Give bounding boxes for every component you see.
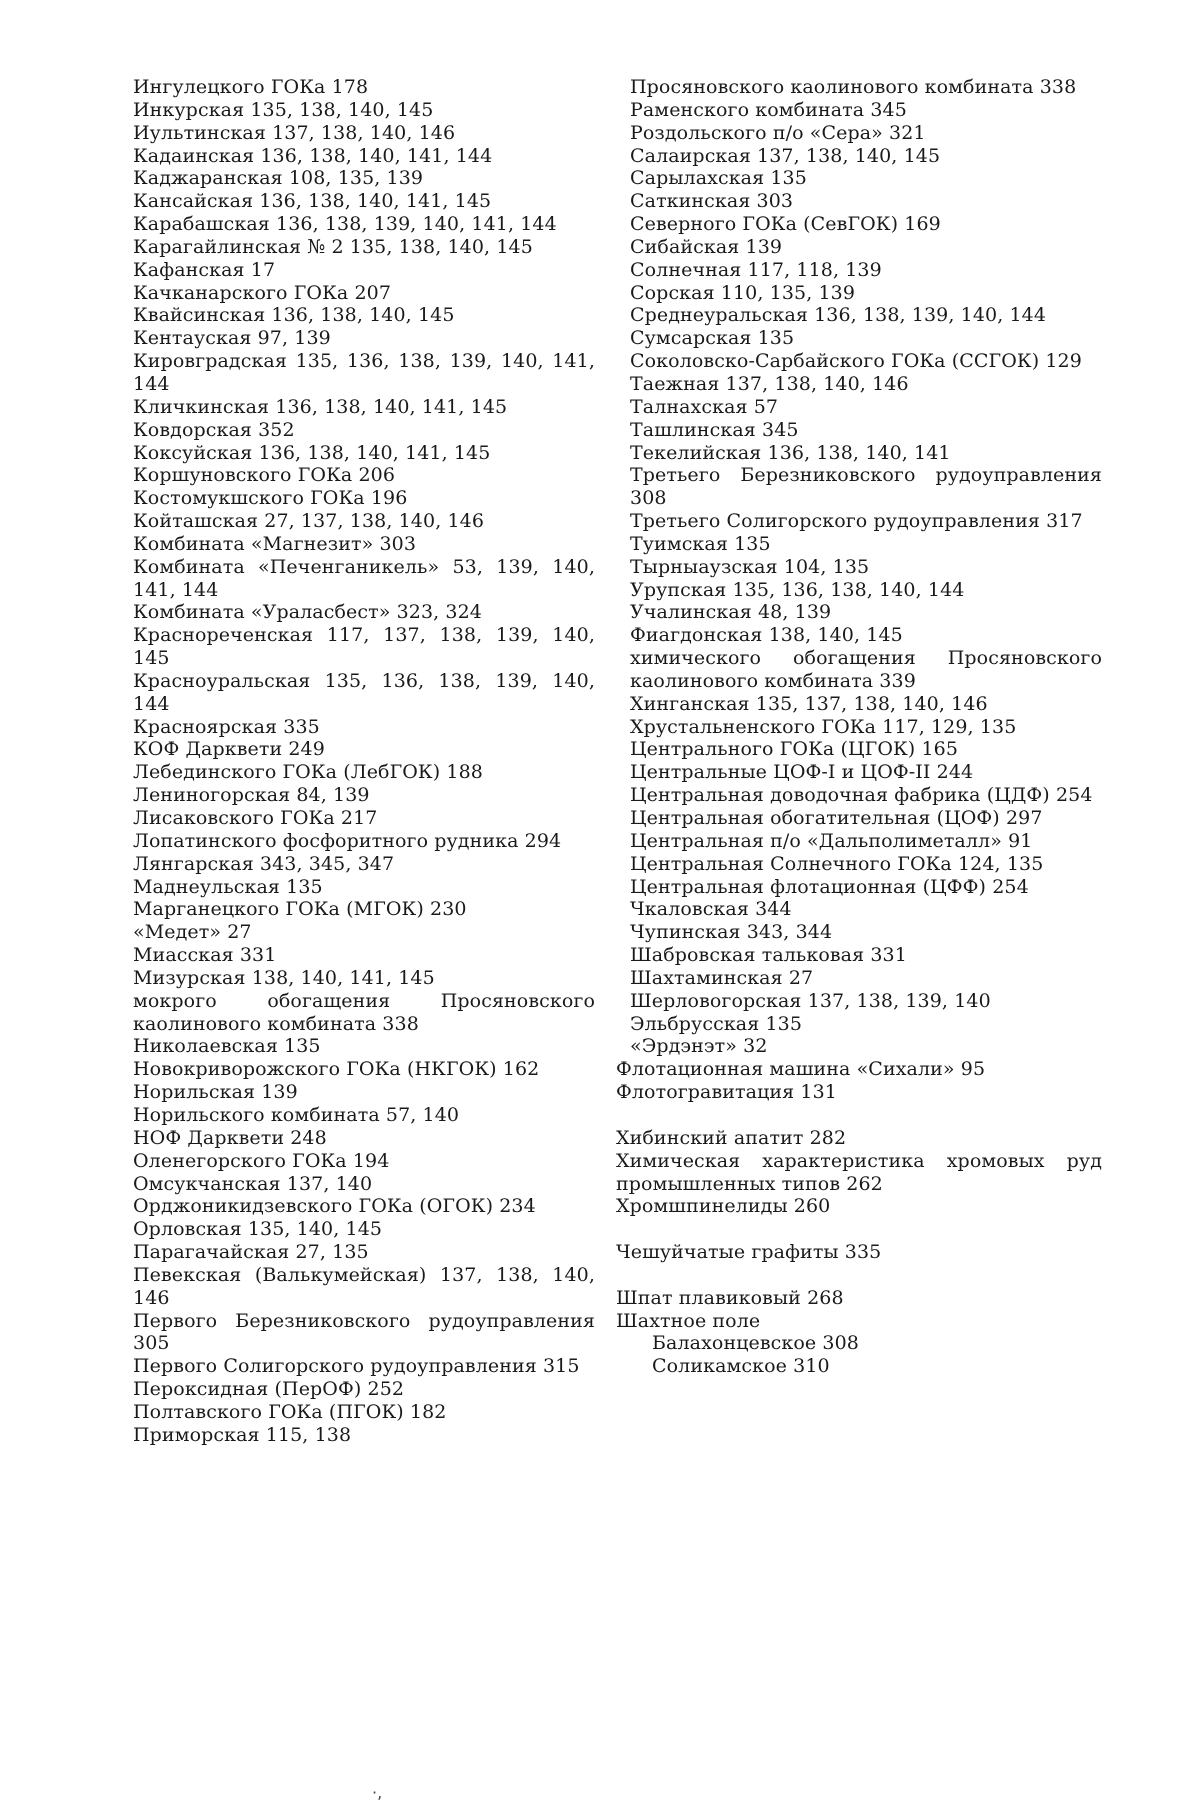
index-entry: Каджаранская 108, 135, 139	[133, 167, 424, 190]
index-subentry: Балахонцевское 308	[652, 1332, 859, 1355]
index-entry: Кентауская 97, 139	[133, 327, 331, 350]
index-entry: Хромшпинелиды 260	[616, 1195, 831, 1218]
index-entry: Костомукшского ГОКа 196	[133, 487, 408, 510]
index-entry: Кличкинская 136, 138, 140, 141, 145	[133, 395, 508, 418]
index-entry: Лопатинского фосфоритного рудника 294	[133, 829, 562, 852]
index-entry: КОФ Дарквети 249	[133, 738, 325, 761]
index-entry: Шахтаминская 27	[630, 966, 814, 989]
index-entry: Туимская 135	[630, 532, 771, 555]
index-entry: Краснореченская 117, 137, 138, 139, 140, 145	[133, 624, 595, 670]
index-gap	[630, 1104, 1102, 1127]
index-entry: мокрого обогащения Просяновского каолинового комбината 338	[133, 989, 595, 1035]
index-entry: Просяновского каолинового комбината 338	[630, 76, 1077, 98]
index-entry: Первого Солигорского рудоуправления 315	[133, 1355, 580, 1378]
index-entry: Койташская 27, 137, 138, 140, 146	[133, 510, 485, 533]
index-entry: Коксуйская 136, 138, 140, 141, 145	[133, 441, 491, 464]
index-entry: Талнахская 57	[630, 395, 779, 418]
index-entry: Николаевская 135	[133, 1035, 321, 1058]
index-entry: Раменского комбината 345	[630, 98, 907, 121]
index-entry: Орджоникидзевского ГОКа (ОГОК) 234	[133, 1195, 536, 1218]
index-entry: Среднеуральская 136, 138, 139, 140, 144	[630, 304, 1047, 327]
index-entry: Норильского комбината 57, 140	[133, 1103, 460, 1126]
index-entry: Роздольского п/о «Сера» 321	[630, 121, 926, 144]
index-entry: Сарылахская 135	[630, 167, 807, 190]
index-entry: Шпат плавиковый 268	[616, 1286, 844, 1309]
index-entry: Центральные ЦОФ-I и ЦОФ-II 244	[630, 761, 974, 784]
index-entry: Текелийская 136, 138, 140, 141	[630, 441, 951, 464]
index-entry: Салаирская 137, 138, 140, 145	[630, 144, 941, 167]
index-entry: Фиагдонская 138, 140, 145	[630, 624, 903, 647]
index-entry: Центральная доводочная фабрика (ЦДФ) 254	[630, 784, 1093, 807]
index-entry: Шахтное поле	[616, 1309, 761, 1332]
index-entry: Комбината «Ураласбест» 323, 324	[133, 601, 482, 624]
index-gap	[630, 1218, 1102, 1241]
stray-mark: ·,	[372, 1783, 383, 1802]
index-entry: Карагайлинская № 2 135, 138, 140, 145	[133, 235, 533, 258]
index-entry: Урупская 135, 136, 138, 140, 144	[630, 578, 965, 601]
index-entry: Чупинская 343, 344	[630, 921, 833, 944]
index-entry: Центральная обогатительная (ЦОФ) 297	[630, 807, 1043, 829]
index-entry: Ташлинская 345	[630, 418, 799, 441]
index-entry: Приморская 115, 138	[133, 1423, 352, 1446]
index-entry: Качканарского ГОКа 207	[133, 281, 392, 304]
index-entry: Центрального ГОКа (ЦГОК) 165	[630, 738, 959, 761]
index-entry: Комбината «Магнезит» 303	[133, 532, 417, 555]
index-column-right	[616, 76, 1102, 1378]
index-entry: Центральная флотационная (ЦФФ) 254	[630, 875, 1029, 898]
index-entry: Третьего Березниковского рудоуправления 308	[630, 464, 1102, 510]
index-entry: Флотогравитация 131	[616, 1081, 837, 1104]
index-entry: Хинганская 135, 137, 138, 140, 146	[630, 692, 988, 715]
index-gap	[630, 1264, 1102, 1287]
index-entry: Соколовско-Сарбайского ГОКа (ССГОК) 129	[630, 350, 1082, 373]
index-entry: Чешуйчатые графиты 335	[616, 1241, 882, 1264]
index-entry: Полтавского ГОКа (ПГОК) 182	[133, 1400, 447, 1423]
index-entry: Лениногорская 84, 139	[133, 784, 370, 807]
index-subentry: Соликамское 310	[652, 1355, 830, 1378]
index-entry: Карабашская 136, 138, 139, 140, 141, 144	[133, 213, 557, 236]
index-entry: Химическая характеристика хромовых руд промышленных типов 262	[616, 1149, 1102, 1195]
index-entry: химического обогащения Просяновского каолинового комбината 339	[630, 647, 1102, 692]
index-entry: Лянгарская 343, 345, 347	[133, 852, 395, 875]
index-entry: Тырныаузская 104, 135	[630, 555, 870, 578]
index-entry: Певекская (Валькумейская) 137, 138, 140, 146	[133, 1263, 595, 1309]
index-entry: Красноуральская 135, 136, 138, 139, 140, 144	[133, 669, 595, 715]
index-entry: Квайсинская 136, 138, 140, 145	[133, 304, 455, 327]
index-entry: Лебединского ГОКа (ЛебГОК) 188	[133, 761, 483, 784]
index-entry: Новокриворожского ГОКа (НКГОК) 162	[133, 1058, 540, 1081]
index-entry: «Медет» 27	[133, 921, 252, 944]
index-entry: Учалинская 48, 139	[630, 601, 832, 624]
index-entry: Омсукчанская 137, 140	[133, 1172, 373, 1195]
index-entry: Оленегорского ГОКа 194	[133, 1149, 390, 1172]
index-entry: Комбината «Печенганикель» 53, 139, 140, 141, 144	[133, 555, 595, 601]
index-entry: «Эрдэнэт» 32	[630, 1035, 768, 1058]
index-entry: Ковдорская 352	[133, 418, 295, 441]
index-entry: Коршуновского ГОКа 206	[133, 464, 396, 487]
index-entry: Мизурская 138, 140, 141, 145	[133, 966, 435, 989]
index-entry: Сорская 110, 135, 139	[630, 281, 856, 304]
index-entry: Кафанская 17	[133, 258, 276, 281]
index-entry: Шерловогорская 137, 138, 139, 140	[630, 989, 991, 1012]
index-entry: Центральная Солнечного ГОКа 124, 135	[630, 852, 1044, 875]
index-entry: Северного ГОКа (СевГОК) 169	[630, 213, 941, 236]
index-column-left	[133, 76, 595, 1447]
index-entry: Ингулецкого ГОКа 178	[133, 76, 369, 98]
index-entry: Марганецкого ГОКа (МГОК) 230	[133, 898, 467, 921]
index-entry: Сибайская 139	[630, 235, 783, 258]
index-entry: Хибинский апатит 282	[616, 1126, 847, 1149]
index-entry: Саткинская 303	[630, 190, 794, 213]
index-entry: Кировградская 135, 136, 138, 139, 140, 141, 144	[133, 350, 595, 395]
index-entry: НОФ Дарквети 248	[133, 1126, 327, 1149]
index-entry: Миасская 331	[133, 944, 277, 967]
index-entry: Кансайская 136, 138, 140, 141, 145	[133, 190, 492, 213]
index-entry: Инкурская 135, 138, 140, 145	[133, 98, 434, 121]
index-entry: Третьего Солигорского рудоуправления 317	[630, 510, 1083, 533]
index-entry: Таежная 137, 138, 140, 146	[630, 372, 909, 395]
index-entry: Солнечная 117, 118, 139	[630, 258, 882, 281]
index-entry: Чкаловская 344	[630, 898, 792, 921]
index-entry: Парагачайская 27, 135	[133, 1241, 369, 1264]
index-entry: Иультинская 137, 138, 140, 146	[133, 121, 456, 144]
index-entry: Лисаковского ГОКа 217	[133, 807, 378, 829]
index-entry: Пероксидная (ПерОФ) 252	[133, 1378, 405, 1401]
index-entry: Эльбрусская 135	[630, 1012, 803, 1035]
index-entry: Кадаинская 136, 138, 140, 141, 144	[133, 144, 493, 167]
index-entry: Сумсарская 135	[630, 327, 795, 350]
index-entry: Флотационная машина «Сихали» 95	[616, 1058, 986, 1081]
index-entry: Центральная п/о «Дальполиметалл» 91	[630, 829, 1033, 852]
index-entry: Норильская 139	[133, 1081, 298, 1104]
index-entry: Первого Березниковского рудоуправления 305	[133, 1309, 595, 1355]
index-entry: Орловская 135, 140, 145	[133, 1218, 383, 1241]
index-entry: Красноярская 335	[133, 715, 320, 738]
index-entry: Хрустальненского ГОКа 117, 129, 135	[630, 715, 1017, 738]
index-entry: Маднеульская 135	[133, 875, 323, 898]
index-entry: Шабровская тальковая 331	[630, 944, 907, 967]
